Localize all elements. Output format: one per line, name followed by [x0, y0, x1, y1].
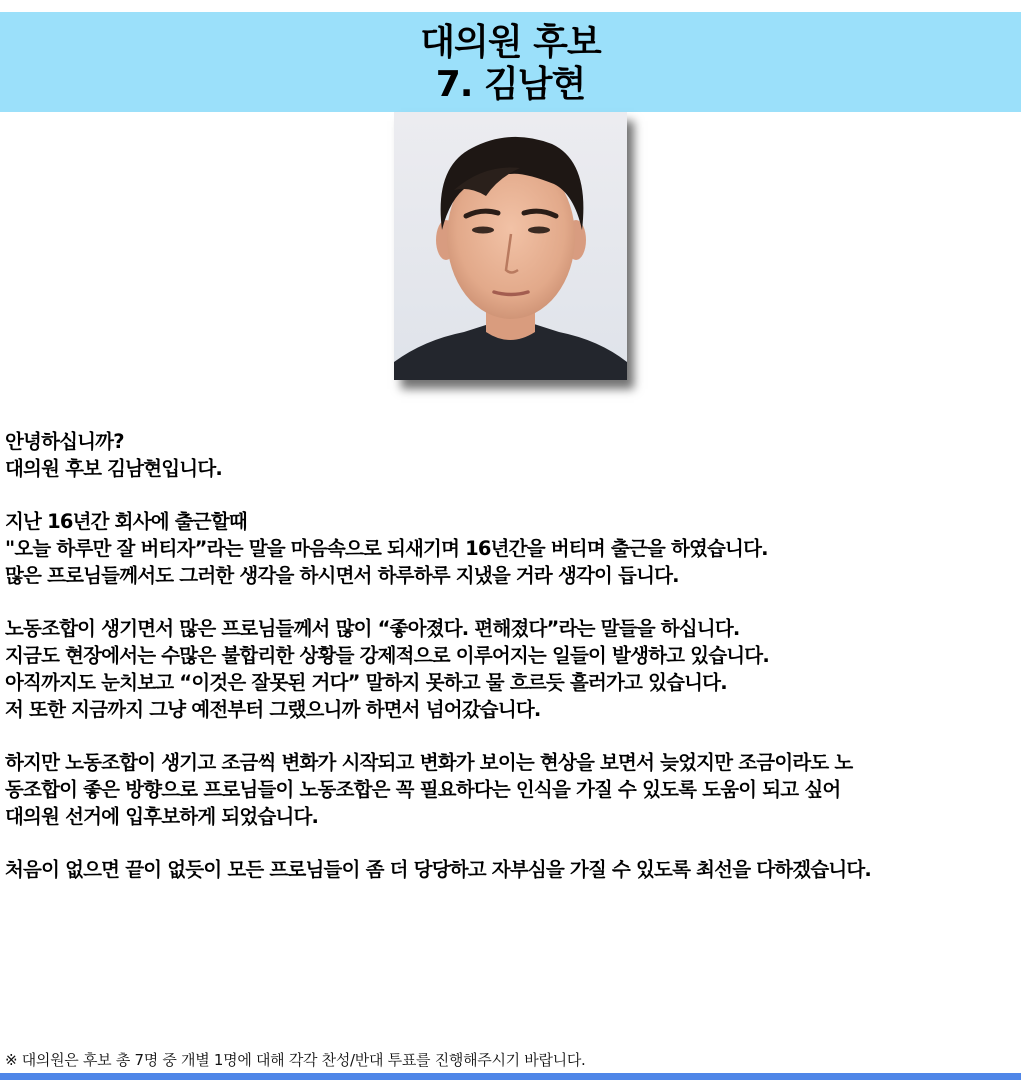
text-line: 처음이 없으면 끝이 없듯이 모든 프로님들이 좀 더 당당하고 자부심을 가질 수 있도록 최선을 다하겠습니다. — [5, 858, 872, 881]
text-line: 동조합이 좋은 방향으로 프로님들이 노동조합은 꼭 필요하다는 인식을 가질 수 있도록 도움이 되고 싶어 — [5, 778, 841, 801]
text-line: 저 또한 지금까지 그냥 예전부터 그랬으니까 하면서 넘어갔습니다. — [5, 698, 541, 721]
paragraph-greeting — [5, 428, 1019, 482]
text-line: 노동조합이 생기면서 많은 프로님들께서 많이 “좋아졌다. 편해졌다”라는 말들을 하십니다. — [5, 617, 740, 640]
paragraph-background — [5, 508, 1019, 589]
candidate-photo — [394, 112, 627, 380]
text-line: 대의원 선거에 입후보하게 되었습니다. — [5, 805, 319, 828]
text-line: "오늘 하루만 잘 버티자”라는 말을 마음속으로 되새기며 16년간을 버티며 출근을 하였습니다. — [5, 537, 768, 560]
voting-footnote: ※ 대의원은 후보 총 7명 중 개별 1명에 대해 각각 찬성/반대 투표를 진행해주시기 바랍니다. — [5, 1051, 586, 1069]
portrait-image — [394, 112, 627, 380]
text-line: 하지만 노동조합이 생기고 조금씩 변화가 시작되고 변화가 보이는 현상을 보면서 늦었지만 조금이라도 노 — [5, 751, 853, 774]
text-line: 대의원 후보 김남현입니다. — [5, 457, 222, 480]
page-title: 대의원 후보 — [420, 22, 601, 63]
candidate-name: 7. 김남현 — [435, 64, 586, 105]
bottom-divider — [0, 1073, 1021, 1080]
header-banner — [0, 12, 1021, 112]
text-line: 지난 16년간 회사에 출근할때 — [5, 510, 247, 533]
text-line: 안녕하십니까? — [5, 430, 124, 453]
paragraph-union — [5, 615, 1019, 723]
candidate-statement — [5, 428, 1019, 909]
paragraph-closing — [5, 856, 1019, 883]
text-line: 아직까지도 눈치보고 “이것은 잘못된 거다” 말하지 못하고 물 흐르듯 흘러가고 있습니다. — [5, 671, 727, 694]
text-line: 지금도 현장에서는 수많은 불합리한 상황들 강제적으로 이루어지는 일들이 발생하고 있습니다. — [5, 644, 769, 667]
paragraph-motivation — [5, 749, 1019, 830]
text-line: 많은 프로님들께서도 그러한 생각을 하시면서 하루하루 지냈을 거라 생각이 듭니다. — [5, 564, 679, 587]
